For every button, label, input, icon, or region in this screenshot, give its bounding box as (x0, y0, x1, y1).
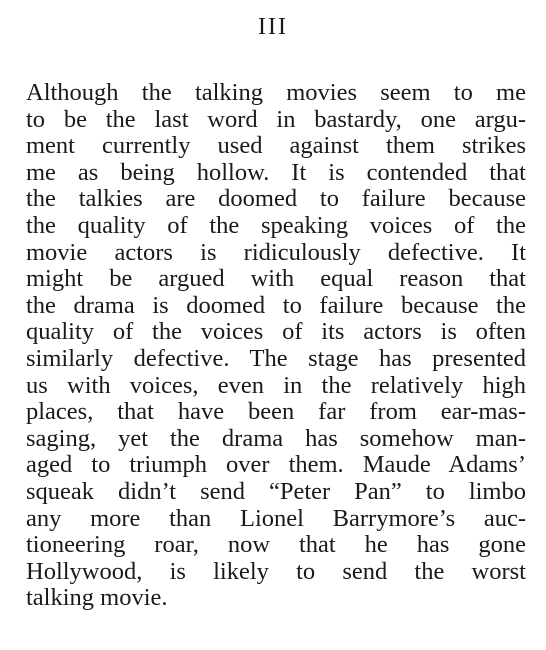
paragraph-line: the talkies are doomed to failure because (26, 185, 526, 213)
paragraph-line: squeak didn’t send “Peter Pan” to limbo (26, 477, 526, 505)
paragraph (26, 80, 526, 612)
paragraph-line: movie actors is ridiculously defective. It (26, 238, 526, 266)
paragraph-line: quality of the voices of its actors is often (26, 318, 526, 346)
paragraph-line: Although the talking movies seem to me (26, 79, 526, 106)
paragraph-line: any more than Lionel Barrymore’s auc- (26, 504, 526, 532)
paragraph-line: might be argued with equal reason that (26, 265, 526, 293)
paragraph-line: us with voices, even in the relatively high (26, 371, 526, 399)
paragraph-line: Hollywood, is likely to send the worst (26, 557, 526, 585)
paragraph-line: talking movie. (26, 584, 168, 612)
section-number: III (258, 14, 288, 40)
paragraph-line: to be the last word in bastardy, one argu- (26, 105, 526, 133)
paragraph-line: the drama is doomed to failure because the (26, 291, 526, 319)
paragraph-line: places, that have been far from ear-mas- (26, 398, 526, 426)
paragraph-line: similarly defective. The stage has presented (26, 344, 526, 372)
paragraph-line: aged to triumph over them. Maude Adams’ (26, 451, 526, 479)
paragraph-line: tioneering roar, now that he has gone (26, 531, 526, 559)
paragraph-line: me as being hollow. It is contended that (26, 158, 526, 186)
paragraph-line: the quality of the speaking voices of the (26, 211, 526, 239)
paragraph-line: saging, yet the drama has somehow man- (26, 424, 526, 452)
paragraph-line: ment currently used against them strikes (26, 132, 526, 160)
